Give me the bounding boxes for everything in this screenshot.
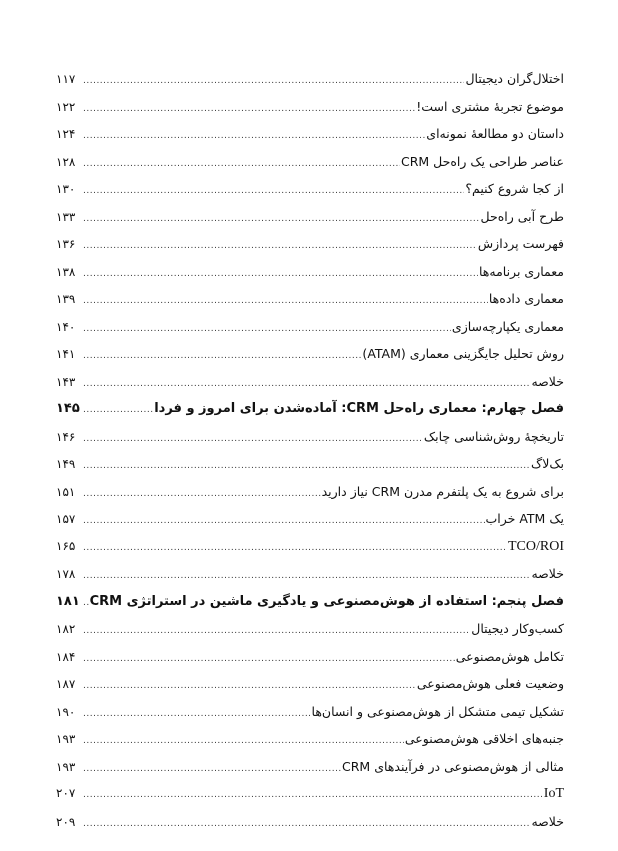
toc-entry-title: معماری داده‌ها: [488, 291, 564, 306]
toc-entry[interactable]: [56, 148, 564, 176]
toc-entry-title: TCO/ROI: [508, 538, 564, 554]
toc-entry-page: ۱۲۸: [56, 154, 76, 169]
toc-entry[interactable]: [56, 753, 564, 781]
toc-entry-page: ۱۵۱: [56, 484, 76, 499]
toc-entry-title: عناصر طراحی یک راه‌حل CRM: [400, 153, 564, 169]
toc-entry-title: خلاصه: [531, 566, 564, 581]
dot-leader: [83, 508, 485, 536]
toc-entry[interactable]: [56, 698, 564, 726]
toc-entry-page: ۱۶۵: [56, 538, 76, 553]
toc-entry-title: از کجا شروع کنیم؟: [465, 181, 564, 196]
dot-leader: [83, 426, 423, 454]
toc-entry[interactable]: [56, 725, 564, 753]
toc-entry-title: وضعیت فعلی هوش‌مصنوعی: [416, 676, 564, 691]
toc-entry-title: یک ATM خراب: [485, 511, 564, 526]
toc-entry-title: معماری برنامه‌ها: [478, 263, 564, 279]
toc-entry[interactable]: [56, 780, 564, 808]
toc-entry-title: اختلال‌گران دیجیتال: [465, 71, 564, 86]
dot-leader: [83, 563, 530, 591]
toc-entry-title: خلاصه: [531, 813, 564, 829]
toc-entry-page: ۱۷۸: [56, 567, 76, 581]
toc-entry-page: ۱۹۳: [56, 759, 76, 774]
dot-leader: [83, 316, 451, 344]
toc-entry[interactable]: [56, 450, 564, 478]
toc-entry-title: موضوع تجربهٔ مشتری است!: [416, 98, 564, 114]
toc-entry-title: مثالی از هوش‌مصنوعی در فرآیندهای CRM: [342, 758, 564, 774]
toc-entry-page: ۱۹۳: [56, 732, 76, 746]
toc-entry-page: ۱۸۲: [56, 622, 76, 636]
toc-entry-title: IoT: [543, 786, 564, 801]
toc-entry-page: ۱۸۷: [56, 677, 76, 691]
dot-leader: [83, 535, 507, 563]
toc-entry[interactable]: [56, 258, 564, 286]
toc-entry-title: تکامل هوش‌مصنوعی: [455, 648, 564, 664]
toc-chapter-title: فصل چهارم: معماری راه‌حل CRM: آماده‌شدن برای امروز و فردا: [154, 401, 564, 416]
toc-entry-page: ۱۵۷: [56, 512, 76, 526]
toc-entry-title: فهرست پردازش: [477, 236, 564, 251]
toc-entry-page: ۱۳۹: [56, 292, 76, 306]
toc-entry[interactable]: [56, 478, 564, 506]
toc-entry[interactable]: [56, 808, 564, 836]
dot-leader: [83, 343, 361, 371]
toc-entry[interactable]: [56, 120, 564, 148]
dot-leader: [83, 178, 464, 206]
toc-entry-title: تشکیل تیمی متشکل از هوش‌مصنوعی و انسان‌ها: [311, 703, 564, 719]
toc-entry[interactable]: [56, 533, 564, 561]
dot-leader: [83, 397, 153, 425]
dot-leader: [83, 261, 478, 289]
toc-entry-page: ۱۴۱: [56, 347, 76, 361]
toc-entry[interactable]: [56, 203, 564, 231]
toc-entry-title: بک‌لاگ: [531, 456, 564, 471]
dot-leader: [83, 123, 425, 151]
dot-leader: [83, 756, 341, 784]
dot-leader: [83, 646, 455, 674]
toc-entry[interactable]: [56, 505, 564, 533]
toc-chapter-entry[interactable]: [56, 588, 564, 616]
toc-entry-page: ۱۸۴: [56, 649, 76, 664]
dot-leader: [83, 151, 400, 179]
dot-leader: [83, 453, 530, 481]
toc-entry-page: ۱۳۳: [56, 209, 76, 224]
toc-entry-title: تاریخچهٔ روش‌شناسی چابک: [423, 428, 564, 444]
toc-entry-title: خلاصه: [531, 373, 564, 389]
toc-entry-page: ۱۳۰: [56, 182, 76, 196]
toc-entry[interactable]: [56, 643, 564, 671]
toc-entry-title: جنبه‌های اخلاقی هوش‌مصنوعی: [404, 731, 564, 746]
toc-chapter-page: ۱۸۱: [56, 593, 80, 609]
toc-entry-title: داستان دو مطالعهٔ نمونه‌ای: [426, 126, 564, 141]
toc-entry-page: ۱۳۸: [56, 264, 76, 279]
dot-leader: [83, 371, 530, 399]
toc-entry[interactable]: [56, 65, 564, 93]
dot-leader: [83, 68, 464, 96]
toc-entry-page: ۱۲۲: [56, 99, 76, 114]
toc-entry-page: ۱۴۶: [56, 429, 76, 444]
toc-entry[interactable]: [56, 560, 564, 588]
toc-entry-title: معماری یکپارچه‌سازی: [451, 318, 564, 334]
dot-leader: [83, 782, 543, 810]
toc-chapter-entry[interactable]: [56, 395, 564, 423]
toc-entry[interactable]: [56, 175, 564, 203]
toc-entry-title: طرح آبی راه‌حل: [480, 208, 564, 224]
toc-entry-page: ۱۱۷: [56, 72, 76, 86]
toc-entry[interactable]: [56, 230, 564, 258]
toc-entry[interactable]: [56, 340, 564, 368]
toc-entry-page: ۲۰۹: [56, 814, 76, 829]
toc-entry[interactable]: [56, 615, 564, 643]
toc-entry-page: ۲۰۷: [56, 786, 76, 800]
toc-chapter-page: ۱۴۵: [56, 401, 80, 416]
toc-entry-title: برای شروع به یک پلتفرم مدرن CRM نیاز دارید: [321, 483, 564, 499]
dot-leader: [83, 481, 321, 509]
dot-leader: [83, 618, 470, 646]
dot-leader: [83, 590, 89, 618]
dot-leader: [83, 701, 311, 729]
toc-entry[interactable]: [56, 423, 564, 451]
toc-entry[interactable]: [56, 93, 564, 121]
toc-entry[interactable]: [56, 670, 564, 698]
toc-entry-page: ۱۴۰: [56, 319, 76, 334]
dot-leader: [83, 96, 415, 124]
toc-entry[interactable]: [56, 285, 564, 313]
dot-leader: [83, 206, 480, 234]
toc-entry-page: ۱۴۹: [56, 457, 76, 471]
toc-chapter-title: فصل پنجم: استفاده از هوش‌مصنوعی و یادگیری ماشین در استراتژی CRM: [89, 593, 564, 609]
dot-leader: [83, 811, 530, 839]
toc-entry-page: ۱۹۰: [56, 704, 76, 719]
toc-entry[interactable]: [56, 313, 564, 341]
toc-entry-page: ۱۲۴: [56, 127, 76, 141]
toc-entry-page: ۱۴۳: [56, 374, 76, 389]
toc-entry[interactable]: [56, 368, 564, 396]
dot-leader: [83, 288, 488, 316]
toc-entry-title: روش تحلیل جایگزینی معماری (ATAM): [362, 346, 564, 361]
toc-entry-title: کسب‌وکار دیجیتال: [471, 621, 564, 636]
dot-leader: [83, 673, 416, 701]
toc-entry-page: ۱۳۶: [56, 237, 76, 251]
dot-leader: [83, 728, 404, 756]
dot-leader: [83, 233, 477, 261]
table-of-contents: [56, 65, 564, 835]
